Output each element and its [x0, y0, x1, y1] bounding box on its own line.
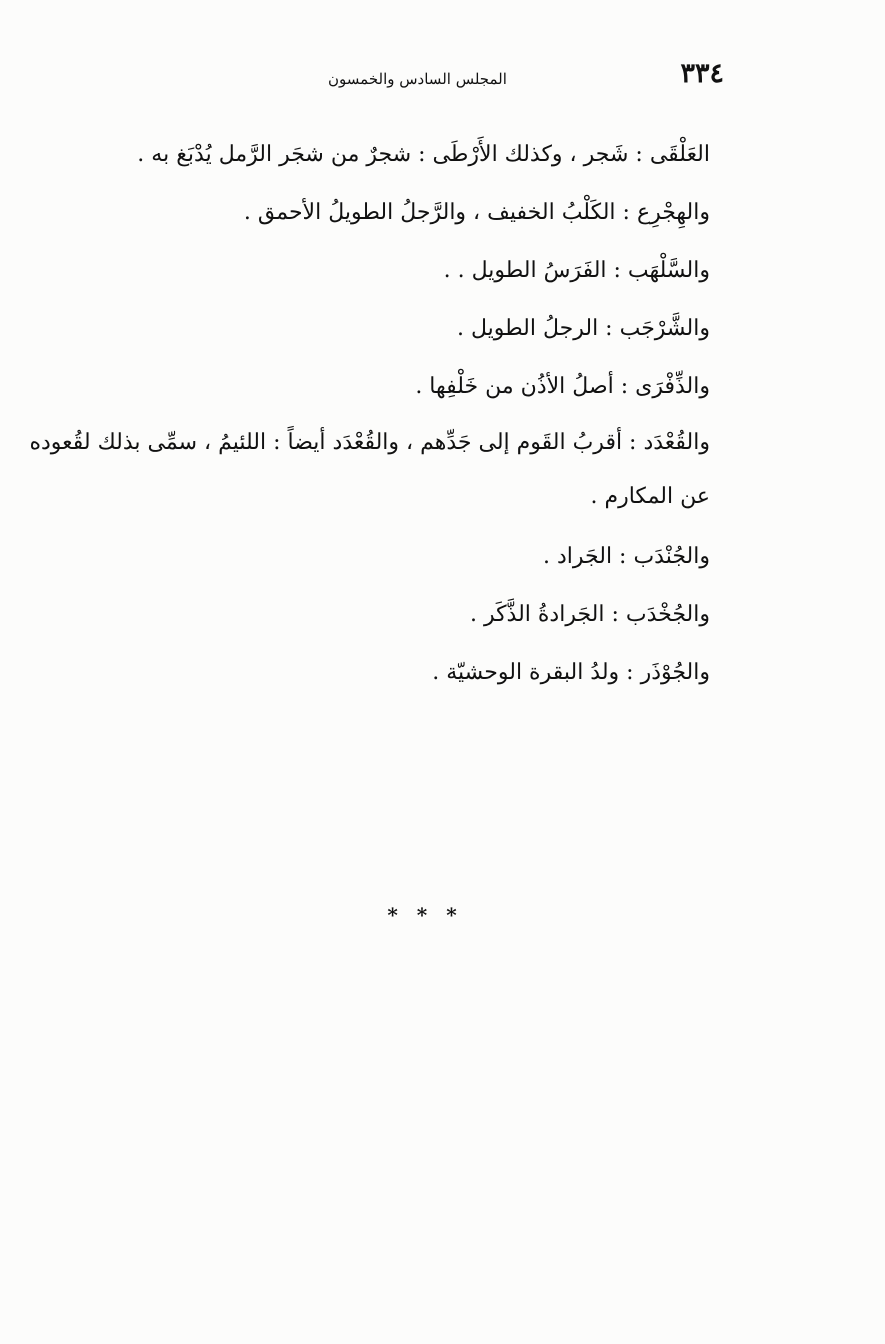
- entry-alqa: العَلْقَى : شَجر ، وكذلك الأَرْطَى : شجرٌ من شجَر الرَّمل يُدْبَغ به .: [137, 142, 710, 167]
- running-title: المجلس السادس والخمسون: [328, 70, 507, 88]
- entry-jawdhar: والجُوْذَر : ولدُ البقرة الوحشيّة .: [432, 660, 710, 685]
- page-number: ٣٣٤: [680, 58, 724, 89]
- entry-jundab: والجُنْدَب : الجَراد .: [543, 544, 710, 569]
- section-separator: * * *: [387, 903, 463, 927]
- body-text: [29, 126, 710, 702]
- entry-dhifra: والذِّفْرَى : أصلُ الأذُن من خَلْفِها .: [415, 374, 710, 399]
- entry-hijri: والهِجْرِع : الكَلْبُ الخفيف ، والرَّجلُ الطويلُ الأحمق .: [243, 200, 710, 225]
- entry-jukhdab: والجُخْدَب : الجَرادةُ الذَّكَر .: [469, 602, 710, 627]
- page-header: [320, 58, 730, 98]
- entry-sharjab: والشَّرْجَب : الرجلُ الطويل .: [456, 316, 710, 341]
- entry-qudad: والقُعْدَد : أقربُ القَوم إلى جَدِّهم ، والقُعْدَد أيضاً : اللئيمُ ، سمِّى بذلك لقُعوده عن المكارم .: [29, 430, 710, 509]
- entry-salhab: والسَّلْهَب : الفَرَسُ الطويل . .: [443, 258, 710, 283]
